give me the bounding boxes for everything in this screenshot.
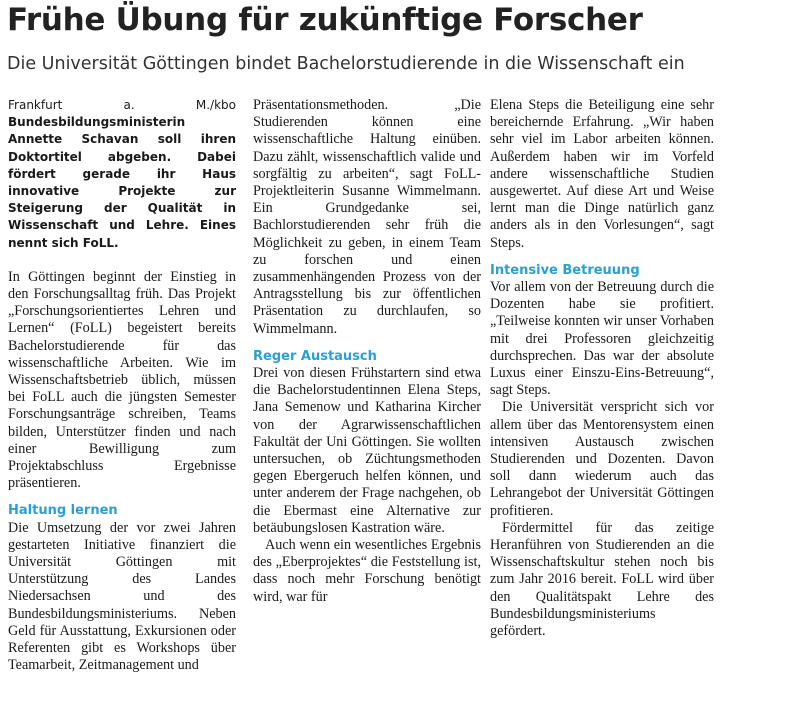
column-3 [490,97,714,640]
column-1 [8,97,236,675]
lead-paragraph [8,97,236,252]
body-paragraph-4b: Elena Steps die Beteiligung eine sehr bereichernde Erfahrung. „Wir haben sehr viel im Labor arbeiten können. Außerdem haben wir im Vorfeld andere wissenschaftliche Studien ausgewertet. Auf diese Art und Weise lernt man die Dinge natürlich ganz anders als in den Vorlesungen“, sagt Steps. [490,97,714,251]
section-heading-austausch: Reger Austausch [253,348,377,364]
body-paragraph-1: In Göttingen beginnt der Einstieg in den Forschungsalltag früh. Das Projekt „Forschungsorientiertes Lehren und Lernen“ (FoLL) begeistert bereits Bachelorstudierende für das wissenschaftliche Arbeiten. Wie im Wissenschaftsbetrieb üblich, müssen bei FoLL auch die jüngsten Semester Forschungsanträge schreiben, Teams bilden, Unterstützer finden und nach einer Bewilligung zum Projektabschluss Ergebnisse präsentieren. [8,268,236,492]
article-subheadline: Die Universität Göttingen bindet Bachelorstudierende in die Wissenschaft ein [7,54,685,74]
body-paragraph-7: Fördermittel für das zeitige Heranführen von Studierenden an die Wissenschaftskultur stehen noch bis zum Jahr 2016 bereit. FoLL wird über den Qualitätspakt Lehre des Bundesbildungsministeriums gefördert. [490,519,714,640]
article-headline: Frühe Übung für zukünftige Forscher [7,2,643,38]
lead-text: Bundesbildungsministerin Annette Schavan soll ihren Doktortitel abgeben. Dabei fördert gerade ihr Haus innovative Projekte zur Steigerung der Qualität in Wissenschaft und Lehre. Eines nennt sich FoLL. [8,115,236,250]
body-paragraph-5: Vor allem von der Betreuung durch die Dozenten habe sie profitiert. „Teilweise konnten wir unser Vorhaben mit drei Professoren gleichzeitig durchsprechen. Das war der absolute Luxus einer Einszu-Eins-Betreuung“, sagt Steps. [490,279,714,399]
body-paragraph-3: Drei von diesen Frühstartern sind etwa die Bachelorstudentinnen Elena Steps, Jana Semenow und Katharina Kircher von der Agrarwissenschaftlichen Fakultät der Uni Göttingen. Sie wollten untersuchen, ob Züchtungsmethoden gegen Ebergeruch helfen können, und unter anderem der Frage nachgehen, ob die Ebermast eine Alternative zur betäubungslosen Kastration wäre. [253,365,481,536]
column-2 [253,97,481,606]
body-paragraph-2a: Die Umsetzung der vor zwei Jahren gestarteten Initiative finanziert die Universität Göttingen mit Unterstützung des Landes Niedersachsen und des Bundesbildungsministeriums. Neben Geld für Ausstattung, Exkursionen oder Referenten gibt es Workshops über Teamarbeit, Zeitmanagement und [8,519,236,674]
section-heading-haltung: Haltung lernen [8,503,118,519]
dateline: Frankfurt a. M./kbo [8,98,236,112]
body-paragraph-6: Die Universität verspricht sich vor allem über das Mentorensystem einen intensiven Austausch zwischen Studierenden und Dozenten. Davon soll dann wiederum auch das Lehrangebot der Universität Göttingen profitieren. [490,399,714,519]
body-paragraph-4a: Auch wenn ein wesentliches Ergebnis des „Eberprojektes“ die Feststellung ist, dass noch mehr Forschung benötigt wird, war für [253,537,481,605]
body-paragraph-2b: Präsentationsmethoden. „Die Studierenden können eine wissenschaftliche Haltung einüben. Dazu zählt, wissenschaftlich valide und sorgfältig zu arbeiten“, sagt FoLL-Projektleiterin Susanne Wimmelmann. Ein Grundgedanke sei, Bachlorstudierenden sehr früh die Möglichkeit zu geben, in einem Team zu forschen und einen zusammenhängenden Prozess von der Antragsstellung bis zur öffentlichen Präsentation zu durchlaufen, so Wimmelmann. [253,97,481,337]
section-heading-betreuung: Intensive Betreuung [490,262,640,278]
